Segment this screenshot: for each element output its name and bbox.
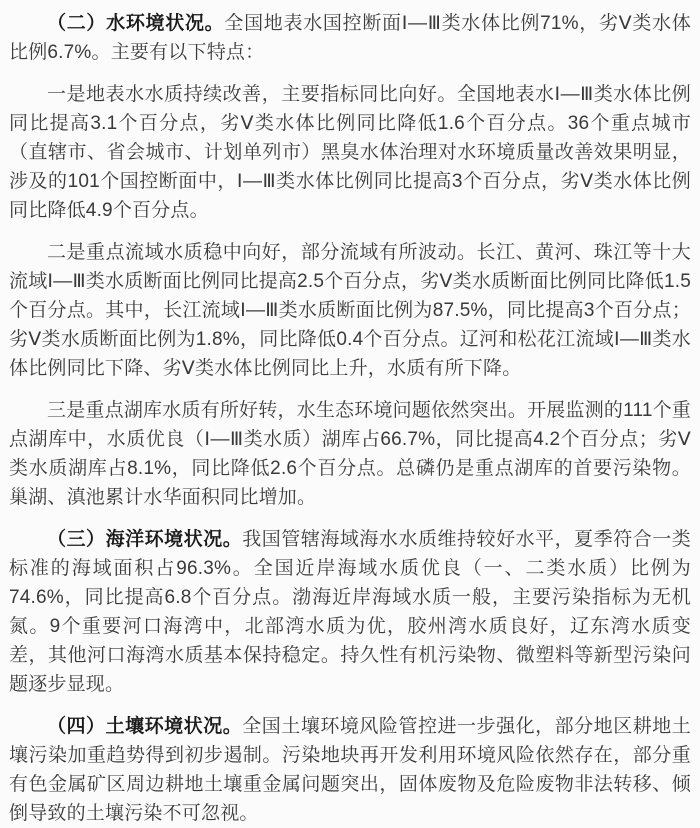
paragraph-point-two-river-basins [9, 238, 691, 383]
section-heading-water-environment: （二）水环境状况。 [47, 13, 225, 34]
paragraph-point-three-lakes-reservoirs [9, 396, 691, 512]
section-heading-marine-environment: （三）海洋环境状况。 [47, 529, 243, 550]
section-heading-soil-environment: （四）土壤环境状况。 [47, 716, 243, 737]
paragraph-text: 我国管辖海域海水水质维持较好水平，夏季符合一类标准的海域面积占96.3%。全国近岸海域水质优良（一、二类水质）比例为74.6%，同比提高6.8个百分点。渤海近岸海域水质一般，主要污染指标为无机氮。9个重要河口海湾中，北部湾水质为优，胶州湾水质良好，辽东湾水质变差，其他河口海湾水质基本保持稳定。持久性有机污染物、微塑料等新型污染问题逐步显现。 [9, 529, 691, 695]
paragraph-text: 二是重点流域水质稳中向好，部分流域有所波动。长江、黄河、珠江等十大流域Ⅰ—Ⅲ类水质断面比例同比提高2.5个百分点，劣Ⅴ类水质断面比例同比降低1.5个百分点。其中，长江流域Ⅰ—Ⅲ类水质断面比例为87.5%，同比提高3个百分点；劣Ⅴ类水质断面比例为1.8%，同比降低0.4个百分点。辽河和松花江流域Ⅰ—Ⅲ类水体比例同比下降、劣Ⅴ类水体比例同比上升，水质有所下降。 [9, 242, 691, 379]
paragraph-water-environment-intro [9, 9, 691, 67]
paragraph-soil-environment [9, 712, 691, 828]
paragraph-text: 全国地表水国控断面Ⅰ—Ⅲ类水体比例71%，劣Ⅴ类水体比例6.7%。主要有以下特点： [9, 13, 691, 63]
paragraph-marine-environment [9, 525, 691, 699]
paragraph-text: 一是地表水水质持续改善，主要指标同比向好。全国地表水Ⅰ—Ⅲ类水体比例同比提高3.1个百分点，劣Ⅴ类水体比例同比降低1.6个百分点。36个重点城市（直辖市、省会城市、计划单列市）黑臭水体治理对水环境质量改善效果明显，涉及的101个国控断面中，Ⅰ—Ⅲ类水体比例同比提高3个百分点，劣Ⅴ类水体比例同比降低4.9个百分点。 [9, 84, 691, 221]
paragraph-point-one-surface-water [9, 80, 691, 225]
paragraph-text: 全国土壤环境风险管控进一步强化，部分地区耕地土壤污染加重趋势得到初步遏制。污染地块再开发利用环境风险依然存在，部分重有色金属矿区周边耕地土壤重金属问题突出，固体废物及危险废物非法转移、倾倒导致的土壤污染不可忽视。 [9, 716, 691, 824]
paragraph-text: 三是重点湖库水质有所好转，水生态环境问题依然突出。开展监测的111个重点湖库中，水质优良（Ⅰ—Ⅲ类水质）湖库占66.7%，同比提高4.2个百分点；劣Ⅴ类水质湖库占8.1%，同比降低2.6个百分点。总磷仍是重点湖库的首要污染物。巢湖、滇池累计水华面积同比增加。 [9, 400, 691, 508]
